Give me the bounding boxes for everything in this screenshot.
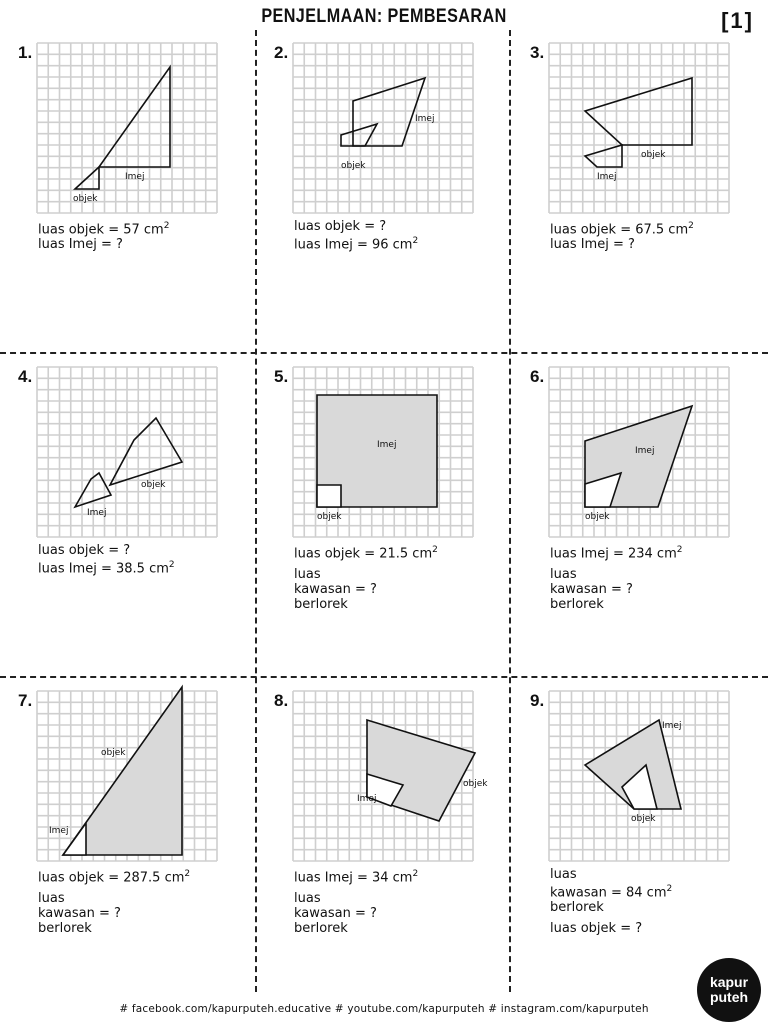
logo-line-1: kapur — [709, 974, 749, 990]
label-objek: objek — [101, 748, 126, 758]
grid-lines — [549, 43, 729, 213]
question-8 — [256, 681, 512, 1006]
label-objek: objek — [585, 512, 610, 522]
label-objek: objek — [141, 480, 166, 490]
line-3: kawasan = ? — [550, 582, 633, 598]
unit-power: 2 — [168, 560, 175, 570]
grid — [293, 691, 488, 861]
grid — [293, 367, 473, 537]
unit-power: 2 — [412, 236, 419, 246]
line-2: luas Imej = ? — [550, 237, 635, 253]
line-4: berlorek — [294, 921, 348, 937]
label-objek: objek — [73, 194, 98, 204]
question-text — [38, 543, 175, 576]
line-4: luas objek = ? — [550, 921, 643, 937]
line-2: luas Imej = 38.5 cm — [38, 561, 169, 577]
question-text — [294, 219, 418, 252]
image-triangle — [99, 67, 170, 167]
line-2: luas — [550, 567, 577, 583]
grid — [293, 43, 473, 213]
question-number: 6. — [530, 367, 545, 386]
question-7 — [0, 681, 256, 1006]
label-imej: Imej — [357, 794, 377, 804]
line-2: luas — [38, 891, 65, 907]
unit-power: 2 — [163, 221, 170, 231]
label-objek: objek — [641, 150, 666, 160]
line-1: luas objek = ? — [38, 543, 131, 558]
question-number: 2. — [274, 43, 289, 62]
label-imej: Imej — [377, 440, 397, 450]
question-4 — [0, 357, 256, 682]
unit-power: 2 — [184, 869, 191, 879]
line-3: kawasan = ? — [294, 582, 377, 598]
line-3: kawasan = ? — [38, 906, 121, 922]
question-number: 5. — [274, 367, 289, 386]
grid — [37, 691, 217, 861]
label-objek: objek — [463, 779, 488, 789]
page-title: PENJELMAAN: PEMBESARAN — [261, 6, 507, 27]
line-2: luas — [294, 891, 321, 907]
question-number: 7. — [18, 691, 33, 710]
line-1: luas objek = 21.5 cm — [294, 546, 433, 562]
unit-power: 2 — [688, 221, 694, 231]
question-6 — [512, 357, 768, 682]
label-imej: Imej — [125, 172, 145, 182]
grid — [37, 367, 217, 537]
question-text — [294, 867, 418, 936]
question-text — [550, 219, 694, 252]
grid — [549, 367, 729, 537]
line-1: luas objek = ? — [294, 219, 387, 234]
label-imej: Imej — [635, 446, 655, 456]
unit-power: 2 — [432, 545, 438, 555]
question-number: 4. — [18, 367, 33, 386]
question-number: 8. — [274, 691, 289, 710]
grid — [37, 43, 217, 213]
line-4: berlorek — [38, 921, 92, 937]
question-number: 3. — [530, 43, 545, 62]
footer-social-links: # facebook.com/kapurputeh.educative # youtube.com/kapurputeh # instagram.com/kapurputeh — [119, 1003, 649, 1015]
object-triangle — [75, 167, 99, 189]
grid-lines — [293, 43, 473, 213]
label-objek: objek — [631, 814, 656, 824]
label-imej: Imej — [597, 172, 617, 182]
label-objek: objek — [317, 512, 342, 522]
question-1 — [0, 33, 256, 358]
line-1: luas Imej = 234 cm — [550, 546, 677, 562]
question-2 — [256, 33, 512, 358]
kapurputeh-logo — [697, 958, 761, 1022]
line-2: luas Imej = 96 cm — [294, 237, 413, 253]
line-2: kawasan = 84 cm — [550, 885, 667, 901]
label-imej: Imej — [415, 114, 435, 124]
page-number: [1] — [721, 8, 754, 33]
line-1: luas objek = 57 cm — [38, 222, 164, 238]
question-text — [550, 867, 672, 936]
line-4: berlorek — [294, 597, 348, 613]
line-1: luas objek = 287.5 cm — [38, 870, 185, 886]
object-square — [317, 485, 341, 507]
question-text — [38, 219, 169, 252]
label-imej: Imej — [49, 826, 69, 836]
grid — [549, 691, 729, 861]
line-3: berlorek — [550, 900, 604, 916]
unit-power: 2 — [676, 545, 683, 555]
line-1: luas Imej = 34 cm — [294, 870, 413, 886]
label-objek: objek — [341, 161, 366, 171]
question-5 — [256, 357, 512, 682]
label-imej: Imej — [662, 721, 682, 731]
line-4: berlorek — [550, 597, 604, 613]
line-1: luas objek = 67.5 cm — [550, 222, 689, 238]
line-3: kawasan = ? — [294, 906, 377, 922]
logo-line-2: puteh — [709, 989, 749, 1005]
line-2: luas Imej = ? — [38, 237, 123, 253]
question-3 — [512, 33, 768, 358]
question-text — [38, 867, 190, 936]
question-text — [294, 543, 438, 612]
line-1: luas — [550, 867, 577, 882]
question-number: 1. — [18, 43, 33, 62]
line-2: luas — [294, 567, 321, 583]
label-imej: Imej — [87, 508, 107, 518]
question-number: 9. — [530, 691, 545, 710]
grid — [549, 43, 729, 213]
unit-power: 2 — [412, 869, 419, 879]
question-text — [550, 543, 682, 612]
unit-power: 2 — [666, 884, 673, 894]
